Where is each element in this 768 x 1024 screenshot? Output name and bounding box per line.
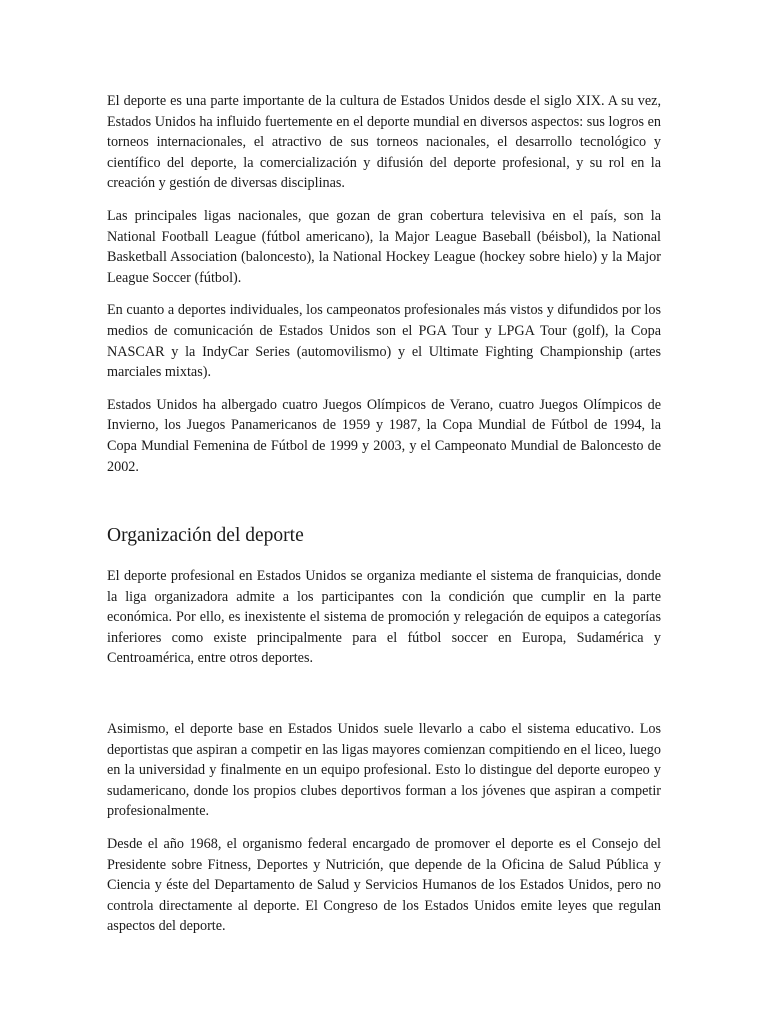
paragraph-franchise-system: El deporte profesional en Estados Unidos se organiza mediante el sistema de franquicias, donde la liga organizadora admite a los participantes con la condición que cumplir en la parte económica. Por ello, es inexistente el sistema de promoción y relegación de equipos a categorías inferiores como existe principalmente para el fútbol soccer en Europa, Sudamérica y Centroamérica, entre otros deportes. <box>107 568 661 667</box>
paragraph-sports-culture: El deporte es una parte importante de la cultura de Estados Unidos desde el siglo XIX. A su vez, Estados Unidos ha influido fuertemente en el deporte mundial en diversos aspectos: sus logros en torneos internacionales, el atractivo de sus torneos nacionales, el desarrollo tecnológico y científico del deporte, la comercialización y difusión del deporte profesional, y su rol en la creación y gestión de diversas disciplinas. <box>107 93 661 192</box>
paragraph-individual-sports: En cuanto a deportes individuales, los campeonatos profesionales más vistos y difundidos por los medios de comunicación de Estados Unidos son el PGA Tour y LPGA Tour (golf), la Copa NASCAR y la IndyCar Series (automovilismo) y el Ultimate Fighting Championship (artes marciales mixtas). <box>107 302 661 381</box>
section-heading: Organización del deporte <box>107 525 304 547</box>
paragraph-hosted-events: Estados Unidos ha albergado cuatro Juegos Olímpicos de Verano, cuatro Juegos Olímpicos de Invierno, los Juegos Panamericanos de 1959 y 1987, la Copa Mundial de Fútbol de 1994, la Copa Mundial Femenina de Fútbol de 1999 y 2003, y el Campeonato Mundial de Baloncesto de 2002. <box>107 396 661 475</box>
paragraph-education-system: Asimismo, el deporte base en Estados Unidos suele llevarlo a cabo el sistema educativo. Los deportistas que aspiran a competir en las ligas mayores comienzan compitiendo en el liceo, luego en la universidad y finalmente en un equipo profesional. Esto lo distingue del deporte europeo y sudamericano, donde los propios clubes deportivos forman a los jóvenes que aspiran a competir profesionalmente. <box>107 721 661 820</box>
paragraph-federal-council: Desde el año 1968, el organismo federal encargado de promover el deporte es el Consejo del Presidente sobre Fitness, Deportes y Nutrición, que depende de la Oficina de Salud Pública y Ciencia y éste del Departamento de Salud y Servicios Humanos de los Estados Unidos, pero no controla directamente al deporte. El Congreso de los Estados Unidos emite leyes que regulan aspectos del deporte. <box>107 836 661 935</box>
paragraph-national-leagues: Las principales ligas nacionales, que gozan de gran cobertura televisiva en el país, son la National Football League (fútbol americano), la Major League Baseball (béisbol), la National Basketball Association (baloncesto), la National Hockey League (hockey sobre hielo) y la Major League Soccer (fútbol). <box>107 207 661 286</box>
